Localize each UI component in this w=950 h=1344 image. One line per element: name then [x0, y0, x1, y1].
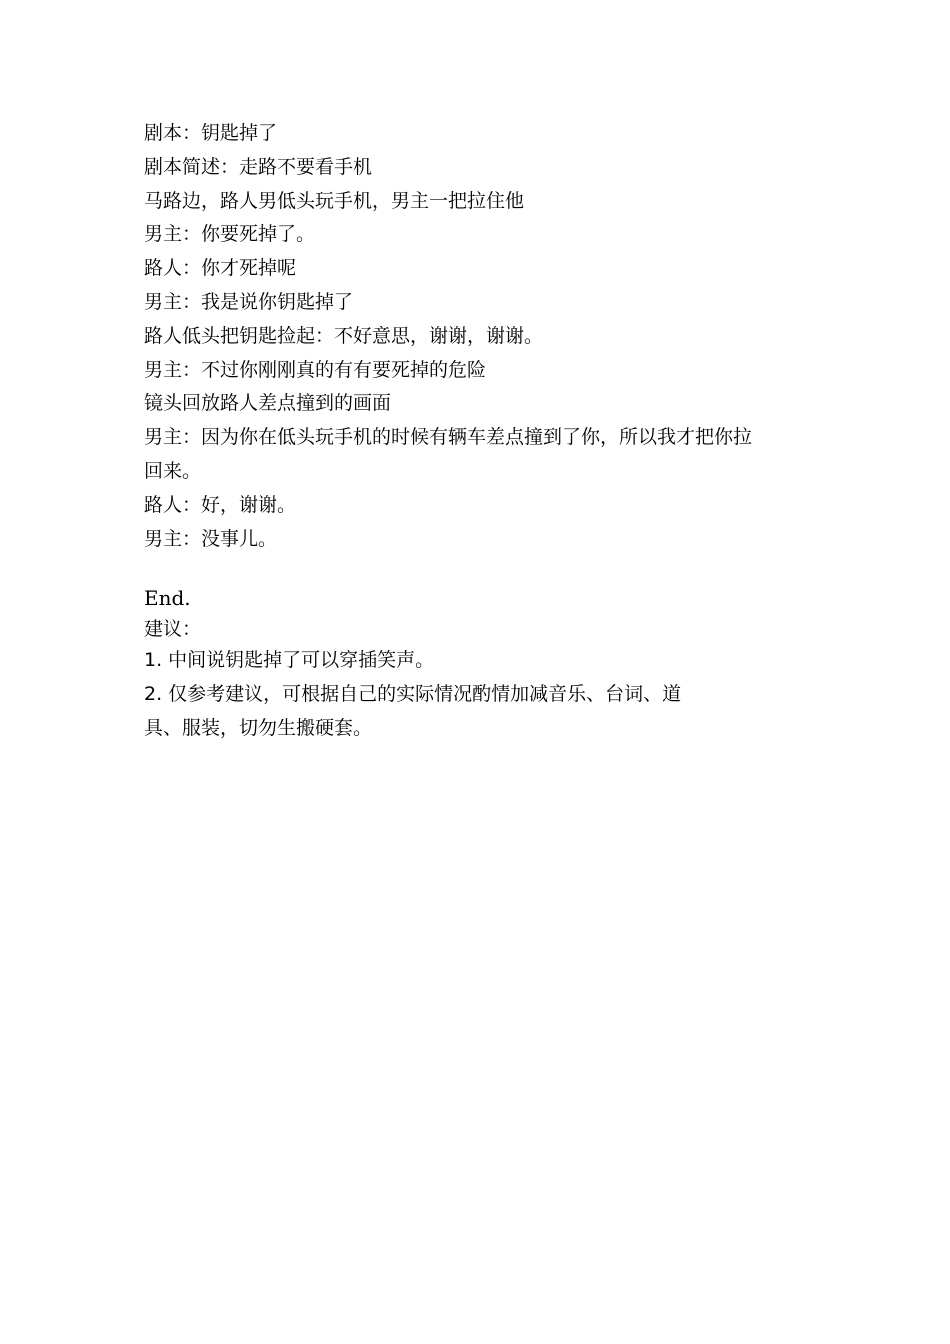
dialogue-line: 男主：我是说你钥匙掉了: [144, 290, 354, 313]
paragraph-gap: [144, 556, 824, 582]
suggestions-heading: 建议：: [144, 618, 202, 641]
suggestion-item: 2. 仅参考建议，可根据自己的实际情况酌情加减音乐、台词、道: [144, 683, 682, 706]
end-marker: End.: [144, 586, 191, 611]
dialogue-line: 男主：没事儿。: [144, 527, 278, 550]
stage-direction: 镜头回放路人差点撞到的画面: [144, 392, 392, 415]
dialogue-line: 男主：你要死掉了。: [144, 223, 316, 246]
dialogue-line: 男主：因为你在低头玩手机的时候有辆车差点撞到了你，所以我才把你拉: [144, 426, 753, 449]
suggestion-item-continuation: 具、服装，切勿生搬硬套。: [144, 716, 373, 739]
dialogue-line-continuation: 回来。: [144, 459, 202, 482]
dialogue-line: 路人低头把钥匙捡起：不好意思，谢谢，谢谢。: [144, 324, 544, 347]
dialogue-line: 路人：好，谢谢。: [144, 493, 297, 516]
script-title: 剧本：钥匙掉了: [144, 122, 278, 144]
dialogue-line: 路人：你才死掉呢: [144, 257, 297, 280]
scene-description: 马路边，路人男低头玩手机，男主一把拉住他: [144, 189, 525, 212]
suggestion-item: 1. 中间说钥匙掉了可以穿插笑声。: [144, 649, 435, 672]
script-summary: 剧本简述：走路不要看手机: [144, 155, 373, 178]
dialogue-line: 男主：不过你刚刚真的有有要死掉的危险: [144, 358, 487, 381]
document-body: [144, 117, 824, 746]
